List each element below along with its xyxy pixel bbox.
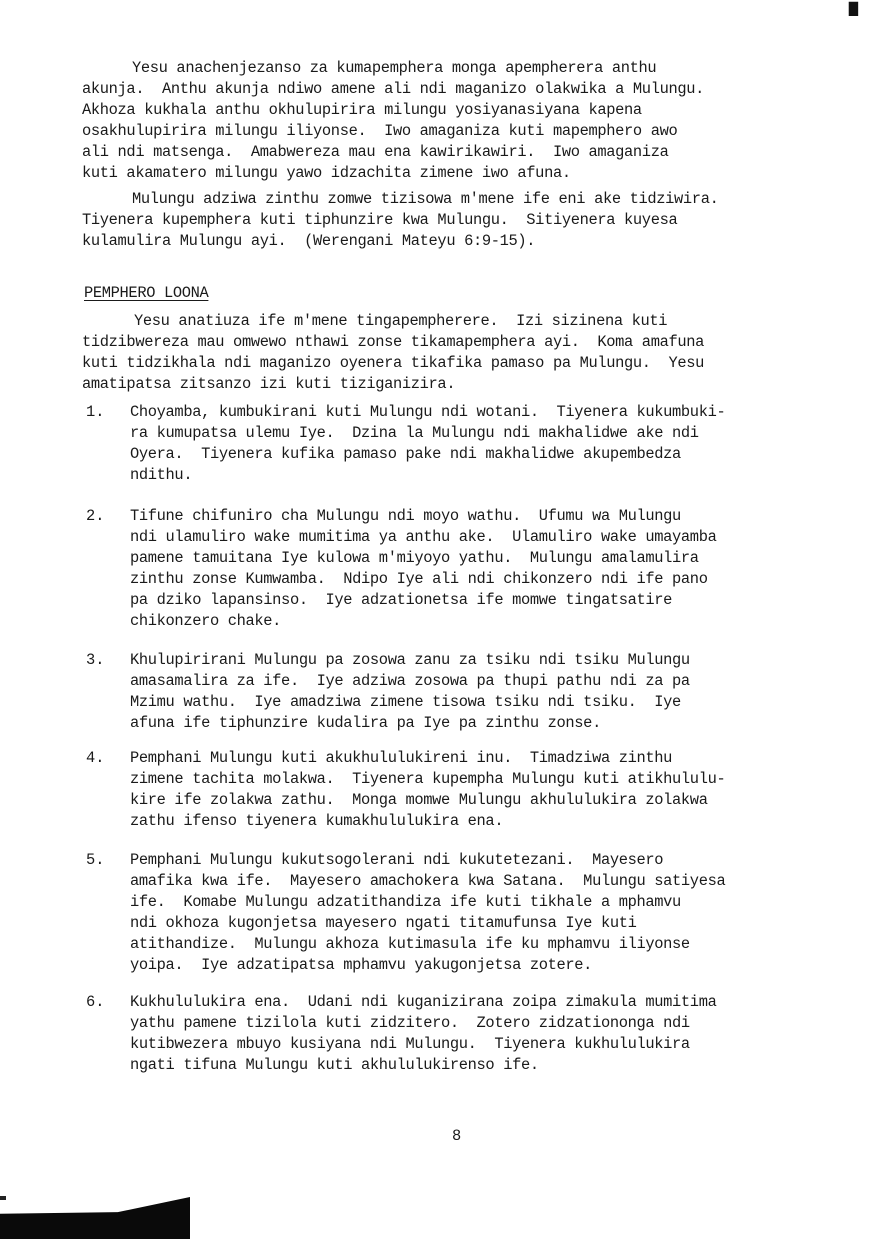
- text-line: kuti akamatero milungu yawo idzachita zimene iwo afuna.: [82, 164, 571, 182]
- text-line: yathu pamene tizilola kuti zidzitero. Zotero zidzationonga ndi: [130, 1014, 690, 1032]
- text-line: ndi ulamuliro wake mumitima ya anthu ake. Ulamuliro wake umayamba: [130, 528, 717, 546]
- list-number: 5.: [86, 851, 105, 869]
- text-line: Mulungu adziwa zinthu zomwe tizisowa m'mene ife eni ake tidziwira.: [132, 190, 719, 208]
- text-line: ndithu.: [130, 466, 193, 484]
- text-line: Pemphani Mulungu kukutsogolerani ndi kukutetezani. Mayesero: [130, 851, 664, 869]
- text-line: atithandize. Mulungu akhoza kutimasula ife ku mphamvu iliyonse: [130, 935, 690, 953]
- page-number: 8: [452, 1127, 462, 1145]
- text-line: zimene tachita molakwa. Tiyenera kupempha Mulungu kuti atikhululu-: [130, 770, 726, 788]
- text-line: pamene tamuitana Iye kulowa m'miyoyo yathu. Mulungu amalamulira: [130, 549, 699, 567]
- text-line: ngati tifuna Mulungu kuti akhululukirenso ife.: [130, 1056, 539, 1074]
- text-line: Akhoza kukhala anthu okhulupirira milungu yosiyanasiyana kapena: [82, 101, 642, 119]
- text-line: Yesu anachenjezanso za kumapemphera monga apempherera anthu: [132, 59, 657, 77]
- text-line: zinthu zonse Kumwamba. Ndipo Iye ali ndi chikonzero ndi ife pano: [130, 570, 708, 588]
- text-line: ndi okhoza kugonjetsa mayesero ngati titamufunsa Iye kuti: [130, 914, 637, 932]
- text-line: ali ndi matsenga. Amabwereza mau ena kawirikawiri. Iwo amaganiza: [82, 143, 669, 161]
- text-line: osakhulupirira milungu iliyonse. Iwo amaganiza kuti mapemphero awo: [82, 122, 678, 140]
- list-number: 4.: [86, 749, 105, 767]
- text-line: Pemphani Mulungu kuti akukhululukireni inu. Timadziwa zinthu: [130, 749, 673, 767]
- text-line: Kukhululukira ena. Udani ndi kuganizirana zoipa zimakula mumitima: [130, 993, 717, 1011]
- text-line: kire ife zolakwa zathu. Monga momwe Mulungu akhululukira zolakwa: [130, 791, 708, 809]
- text-line: Oyera. Tiyenera kufika pamaso pake ndi makhalidwe akupembedza: [130, 445, 681, 463]
- text-line: zathu ifenso tiyenera kumakhululukira ena.: [130, 812, 504, 830]
- text-line: yoipa. Iye adzatipatsa mphamvu yakugonjetsa zotere.: [130, 956, 593, 974]
- list-number: 1.: [86, 403, 105, 421]
- text-line: tidzibwereza mau omwewo nthawi zonse tikamapemphera ayi. Koma amafuna: [82, 333, 705, 351]
- text-line: Tiyenera kupemphera kuti tiphunzire kwa Mulungu. Sitiyenera kuyesa: [82, 211, 678, 229]
- text-line: Mzimu wathu. Iye amadziwa zimene tisowa tsiku ndi tsiku. Iye: [130, 693, 681, 711]
- corner-scan-mark: █: [848, 2, 858, 16]
- scan-artifact-blot: [0, 1197, 190, 1239]
- text-line: amafika kwa ife. Mayesero amachokera kwa Satana. Mulungu satiyesa: [130, 872, 726, 890]
- text-line: akunja. Anthu akunja ndiwo amene ali ndi maganizo olakwika a Mulungu.: [82, 80, 705, 98]
- text-line: kutibwezera mbuyo kusiyana ndi Mulungu. Tiyenera kukhululukira: [130, 1035, 690, 1053]
- text-line: afuna ife tiphunzire kudalira pa Iye pa zinthu zonse.: [130, 714, 601, 732]
- list-number: 6.: [86, 993, 105, 1011]
- list-number: 3.: [86, 651, 105, 669]
- text-line: kulamulira Mulungu ayi. (Werengani Mateyu 6:9-15).: [82, 232, 536, 250]
- text-line: chikonzero chake.: [130, 612, 282, 630]
- scan-artifact-tick: [0, 1196, 6, 1200]
- text-line: kuti tidzikhala ndi maganizo oyenera tikafika pamaso pa Mulungu. Yesu: [82, 354, 705, 372]
- text-line: pa dziko lapansinso. Iye adzationetsa ife momwe tingatsatire: [130, 591, 673, 609]
- section-heading: PEMPHERO LOONA: [84, 284, 209, 302]
- text-line: Choyamba, kumbukirani kuti Mulungu ndi wotani. Tiyenera kukumbuki-: [130, 403, 726, 421]
- list-number: 2.: [86, 507, 105, 525]
- text-line: amatipatsa zitsanzo izi kuti tiziganizira.: [82, 375, 456, 393]
- text-line: amasamalira za ife. Iye adziwa zosowa pa thupi pathu ndi za pa: [130, 672, 690, 690]
- text-line: Yesu anatiuza ife m'mene tingapempherere. Izi sizinena kuti: [134, 312, 668, 330]
- text-line: ra kumupatsa ulemu Iye. Dzina la Mulungu ndi makhalidwe ake ndi: [130, 424, 699, 442]
- text-line: Khulupirirani Mulungu pa zosowa zanu za tsiku ndi tsiku Mulungu: [130, 651, 690, 669]
- text-line: Tifune chifuniro cha Mulungu ndi moyo wathu. Ufumu wa Mulungu: [130, 507, 681, 525]
- text-line: ife. Komabe Mulungu adzatithandiza ife kuti tikhale a mphamvu: [130, 893, 681, 911]
